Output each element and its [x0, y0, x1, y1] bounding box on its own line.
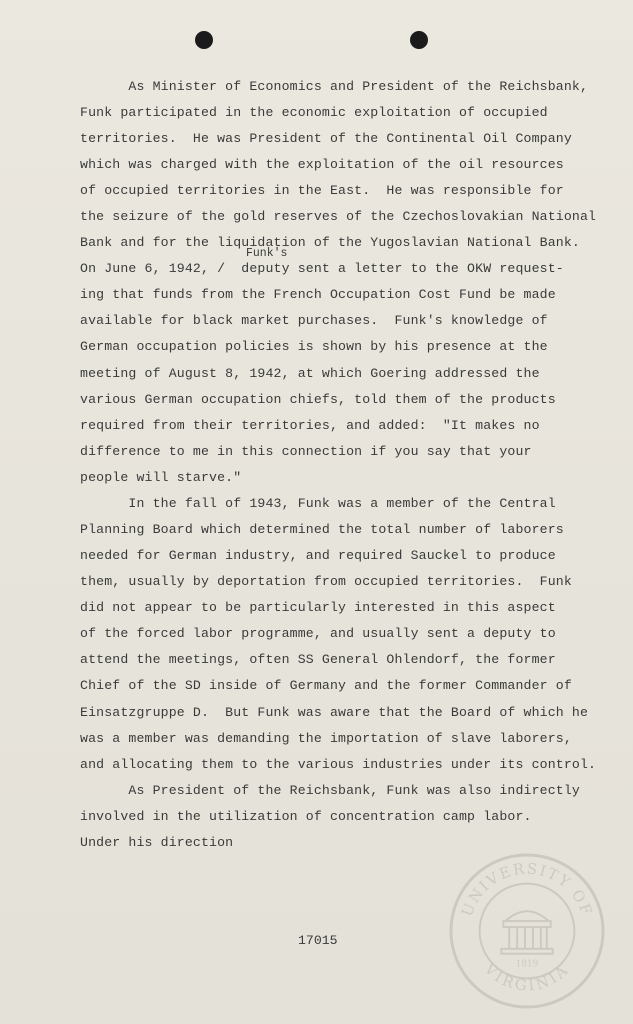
svg-text:VIRGINIA: VIRGINIA: [480, 960, 574, 995]
text-line: difference to me in this connection if you say that your: [80, 444, 532, 459]
text-line: Under his direction: [80, 835, 234, 850]
punch-hole-left: [195, 31, 213, 49]
text-line: involved in the utilization of concentration camp labor.: [80, 809, 532, 824]
text-line: Bank and for the liquidation of the Yugoslavian National Bank.: [80, 235, 580, 250]
text-line: German occupation policies is shown by his presence at the: [80, 339, 548, 354]
interlinear-insert: Funk's: [246, 247, 288, 260]
text-line: Chief of the SD inside of Germany and the former Commander of: [80, 678, 572, 693]
text-line: As Minister of Economics and President of the Reichsbank,: [80, 79, 589, 94]
text-line: of occupied territories in the East. He was responsible for: [80, 183, 564, 198]
text-line: territories. He was President of the Continental Oil Company: [80, 131, 572, 146]
text-line: attend the meetings, often SS General Ohlendorf, the former: [80, 652, 556, 667]
text-line: ing that funds from the French Occupation Cost Fund be made: [80, 287, 556, 302]
text-line: needed for German industry, and required Sauckel to produce: [80, 548, 556, 563]
svg-text:1819: 1819: [515, 959, 539, 970]
text-line: the seizure of the gold reserves of the Czechoslovakian National: [80, 209, 597, 224]
page-number: 17015: [298, 933, 338, 948]
text-line: did not appear to be particularly interested in this aspect: [80, 600, 556, 615]
text-line: various German occupation chiefs, told them of the products: [80, 392, 556, 407]
text-line: people will starve.": [80, 470, 242, 485]
text-line: meeting of August 8, 1942, at which Goering addressed the: [80, 366, 540, 381]
university-seal-watermark: [448, 852, 606, 1010]
punch-hole-right: [410, 31, 428, 49]
text-line: Planning Board which determined the total number of laborers: [80, 522, 564, 537]
text-line: required from their territories, and added: "It makes no: [80, 418, 540, 433]
text-line: of the forced labor programme, and usually sent a deputy to: [80, 626, 556, 641]
text-line: them, usually by deportation from occupied territories. Funk: [80, 574, 572, 589]
svg-text:UNIVERSITY OF: UNIVERSITY OF: [458, 860, 596, 919]
text-line: On June 6, 1942, / deputy sent a letter to the OKW request-: [80, 261, 564, 276]
text-line: available for black market purchases. Funk's knowledge of: [80, 313, 548, 328]
text-line: Einsatzgruppe D. But Funk was aware that the Board of which he: [80, 705, 589, 720]
text-line: was a member was demanding the importation of slave laborers,: [80, 731, 572, 746]
text-line: Funk participated in the economic exploitation of occupied: [80, 105, 548, 120]
text-line: In the fall of 1943, Funk was a member of the Central: [80, 496, 556, 511]
text-line: As President of the Reichsbank, Funk was also indirectly: [80, 783, 580, 798]
text-line: which was charged with the exploitation of the oil resources: [80, 157, 564, 172]
text-line: and allocating them to the various industries under its control.: [80, 757, 597, 772]
